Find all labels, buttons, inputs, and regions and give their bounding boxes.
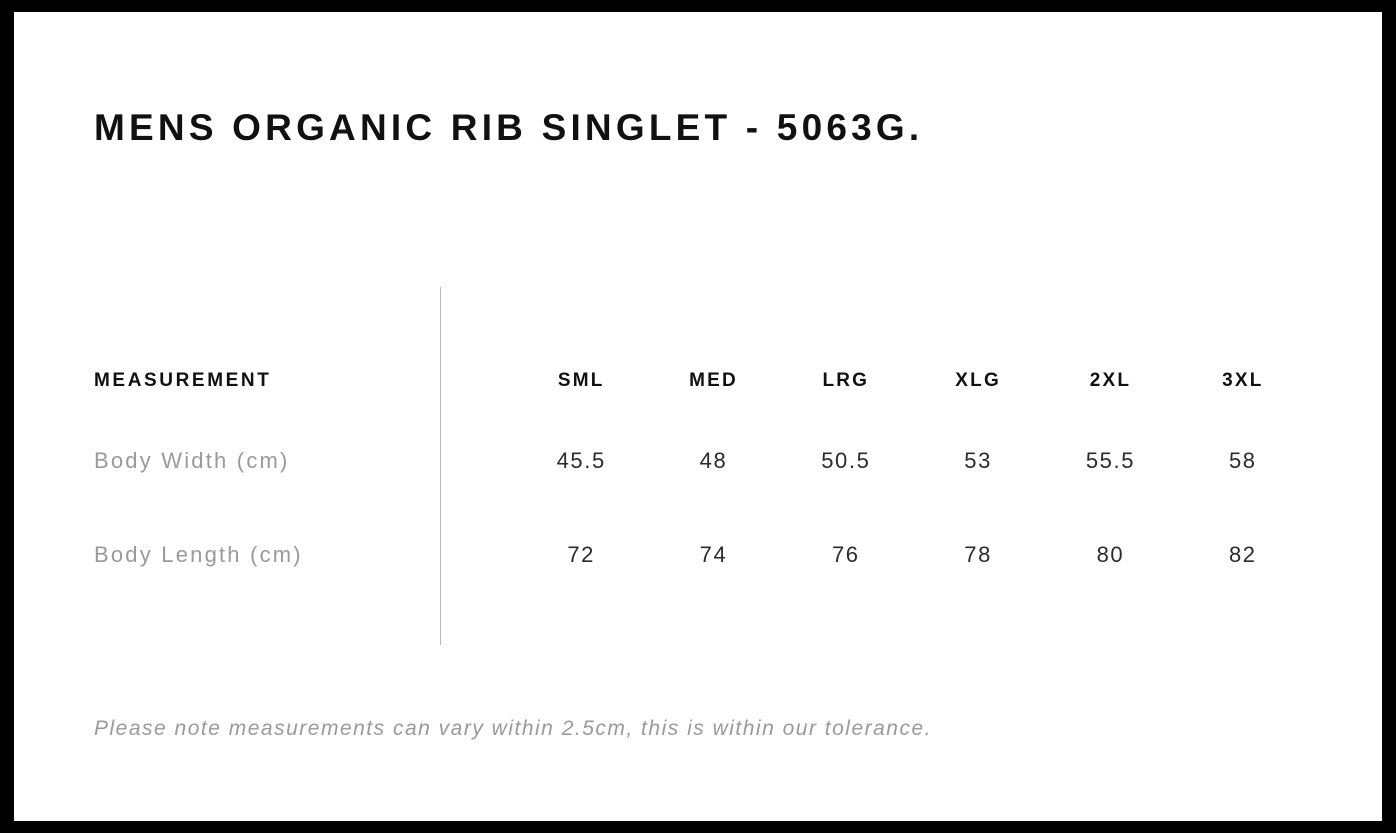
header-size-sml: SML bbox=[557, 370, 605, 391]
table-row bbox=[94, 508, 1309, 602]
table-body bbox=[94, 414, 1309, 602]
cell-body-width-med: 48 bbox=[699, 448, 728, 473]
cell-body-length-med: 74 bbox=[699, 542, 728, 567]
page-title: MENS ORGANIC RIB SINGLET - 5063G. bbox=[94, 107, 924, 148]
size-chart-page bbox=[14, 12, 1382, 821]
cell-body-width-lrg: 50.5 bbox=[821, 448, 871, 473]
cell-body-length-lrg: 76 bbox=[831, 542, 860, 567]
header-measurement: MEASUREMENT bbox=[94, 370, 272, 391]
header-size-lrg: LRG bbox=[822, 370, 870, 391]
cell-body-width-2xl: 55.5 bbox=[1085, 448, 1136, 473]
size-chart-table bbox=[94, 348, 1309, 602]
header-size-2xl: 2XL bbox=[1089, 370, 1132, 391]
table-header bbox=[94, 348, 1309, 414]
header-size-xlg: XLG bbox=[955, 370, 1001, 391]
header-size-med: MED bbox=[689, 370, 738, 391]
row-label-body-width: Body Width (cm) bbox=[94, 448, 290, 473]
cell-body-length-2xl: 80 bbox=[1096, 542, 1125, 567]
header-size-3xl: 3XL bbox=[1222, 370, 1264, 391]
cell-body-length-3xl: 82 bbox=[1228, 542, 1257, 567]
page-content bbox=[14, 12, 1382, 821]
cell-body-length-sml: 72 bbox=[567, 542, 596, 567]
cell-body-width-xlg: 53 bbox=[964, 448, 992, 473]
cell-body-width-3xl: 58 bbox=[1228, 448, 1257, 473]
table-row bbox=[94, 414, 1309, 508]
tolerance-note: Please note measurements can vary within 2.5cm, this is within our tolerance. bbox=[94, 717, 933, 740]
row-label-body-length: Body Length (cm) bbox=[94, 542, 303, 567]
cell-body-width-sml: 45.5 bbox=[556, 448, 606, 473]
cell-body-length-xlg: 78 bbox=[964, 542, 992, 567]
table-header-row bbox=[94, 348, 1309, 414]
